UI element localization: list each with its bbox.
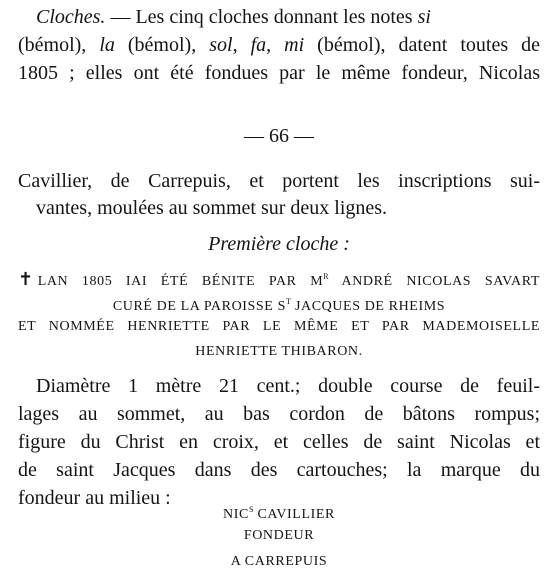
inscription-line3: ET NOMMÉE HENRIETTE PAR LE MÊME ET PAR MADEMOISELLE [18, 319, 540, 334]
text-fragment: CAVILLIER [253, 507, 335, 522]
section-heading: Première cloche : [208, 233, 350, 255]
paragraph2-line1: Cavillier, de Carrepuis, et portent les inscriptions sui- [18, 170, 540, 192]
description-line2: lages au sommet, au bas cordon de bâtons rompus; [18, 403, 540, 425]
description-line4: de saint Jacques dans des cartouches; la marque du [18, 459, 540, 481]
page-number: — 66 — [244, 125, 314, 147]
text-fragment: (bémol), datent toutes de [304, 34, 541, 56]
text-fragment: LAN 1805 IAI ÉTÉ BÉNITE PAR M [37, 274, 324, 289]
text-fragment: , [266, 34, 285, 56]
description-line3: figure du Christ en croix, et celles de saint Nicolas et [18, 431, 540, 453]
description-line1 [36, 375, 540, 398]
paragraph1-line2 [18, 34, 540, 57]
founder-line1 [18, 501, 540, 524]
paragraph1-line1 [36, 6, 540, 29]
inscription-line2 [18, 293, 540, 316]
text-fragment: JACQUES DE RHEIMS [290, 299, 446, 314]
paragraph1-line3: 1805 ; elles ont été fondues par le même fondeur, Nicolas [18, 62, 540, 84]
founder-line2: FONDEUR [243, 528, 315, 543]
superscript: T [285, 297, 291, 306]
inscription-line4: HENRIETTE THIBARON. [195, 344, 363, 359]
text-fragment: , [232, 34, 251, 56]
founder-line3: A CARREPUIS [230, 554, 328, 569]
text-fragment: (bémol), [18, 34, 100, 56]
text-fragment: ANDRÉ NICOLAS SAVART [328, 274, 540, 289]
paragraph2-line2: vantes, moulées au sommet sur deux lignes. [36, 197, 388, 219]
cross-icon: ✝ [18, 269, 34, 289]
text-fragment: CURÉ DE LA PAROISSE S [112, 299, 286, 314]
note-si: si [417, 6, 431, 28]
text-fragment: (bémol), [114, 34, 210, 56]
note-fa: fa [250, 34, 267, 56]
paragraph1-text: — Les cinq cloches donnant les notes [105, 6, 418, 28]
note-la: la [99, 34, 115, 56]
cloches-heading: Cloches. [36, 6, 106, 28]
note-mi: mi [284, 34, 305, 56]
inscription-line1 [18, 268, 540, 291]
note-sol: sol [209, 34, 233, 56]
superscript: R [323, 272, 329, 281]
text-fragment: NIC [223, 507, 249, 522]
description-text: Diamètre 1 mètre 21 cent.; double course de feuil- [36, 375, 540, 397]
superscript: S [248, 505, 254, 514]
description-line5: fondeur au milieu : [18, 487, 171, 509]
